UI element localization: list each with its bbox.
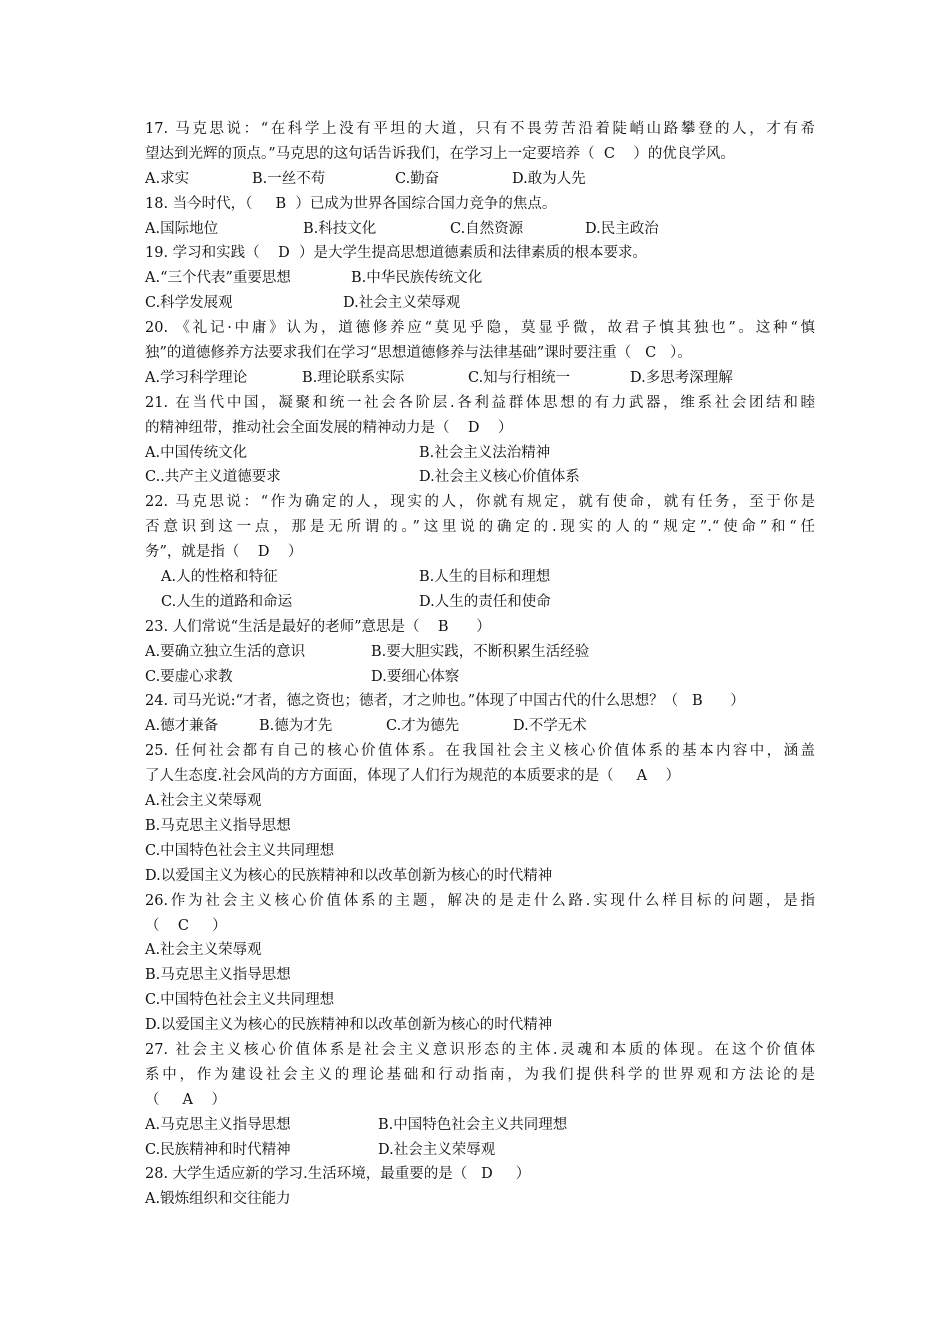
question-stem-line: 望达到光辉的顶点。”马克思的这句话告诉我们，在学习上一定要培养（ C ）的优良学风。 (145, 145, 735, 162)
option-a: A.国际地位 (145, 220, 219, 237)
option-d: D.要细心体察 (371, 668, 460, 685)
options-row (145, 465, 815, 490)
option-c: C.中国特色社会主义共同理想 (145, 842, 335, 859)
question-stem-line: 23. 人们常说“生活是最好的老师”意思是（ B ） (145, 618, 491, 635)
option-d: D.多思考深理解 (630, 369, 733, 386)
question-stem-line: 务”，就是指（ D ） (145, 544, 303, 561)
option-c: C.民族精神和时代精神 (145, 1141, 291, 1158)
options-row (145, 1113, 815, 1138)
question-17 (145, 117, 815, 192)
options-row (145, 366, 815, 391)
options-row (145, 167, 815, 192)
option-d: D.人生的责任和使命 (419, 593, 551, 610)
options-row (145, 1138, 815, 1163)
question-stem-line: 18. 当今时代，（ B ）已成为世界各国综合国力竞争的焦点。 (145, 195, 557, 212)
question-stem-line: 否意识到这一点，那是无所谓的。”这里说的确定的.现实的人的“规定”.“使命”和“任 (145, 519, 815, 536)
question-24 (145, 689, 815, 739)
question-stem-line: 26.作为社会主义核心价值体系的主题，解决的是走什么路.实现什么样目标的问题，是指 (145, 892, 815, 909)
option-c: C.科学发展观 (145, 295, 233, 312)
question-stem-line: 20. 《礼记·中庸》认为，道德修养应“莫见乎隐，莫显乎微，故君子慎其独也”。这种“慎 (145, 320, 815, 337)
option-a: A.求实 (145, 170, 190, 187)
question-stem-line: 28. 大学生适应新的学习.生活环境，最重要的是（ D ） (145, 1166, 531, 1183)
option-d: D.不学无术 (513, 718, 587, 735)
option-a: A.学习科学理论 (145, 369, 248, 386)
question-18 (145, 192, 815, 242)
option-c: C.要虚心求教 (145, 668, 233, 685)
option-c: C.人生的道路和命运 (161, 593, 293, 610)
option-b: B.中华民族传统文化 (351, 270, 483, 287)
question-25 (145, 739, 815, 888)
options-row (145, 266, 815, 291)
option-a: A.中国传统文化 (145, 444, 248, 461)
option-b: B.人生的目标和理想 (419, 569, 551, 586)
question-26 (145, 889, 815, 1038)
option-a: A.要确立独立生活的意识 (145, 643, 306, 660)
question-22 (145, 490, 815, 614)
option-b: B.科技文化 (303, 220, 377, 237)
option-c: C.才为德先 (386, 718, 460, 735)
option-b: B.社会主义法治精神 (419, 444, 551, 461)
option-c: C.勤奋 (395, 170, 440, 187)
question-19 (145, 241, 815, 316)
option-b: B.理论联系实际 (302, 369, 405, 386)
options-row (145, 217, 815, 242)
question-stem-line: 的精神纽带，推动社会全面发展的精神动力是（ D ） (145, 419, 513, 436)
question-stem-line: 27. 社会主义核心价值体系是社会主义意识形态的主体.灵魂和本质的体现。在这个价值体 (145, 1041, 815, 1058)
option-b: B.德为才先 (259, 718, 333, 735)
option-d: D.以爱国主义为核心的民族精神和以改革创新为核心的时代精神 (145, 1017, 553, 1034)
question-28 (145, 1162, 815, 1212)
option-b: B.马克思主义指导思想 (145, 817, 291, 834)
option-b: B.中国特色社会主义共同理想 (378, 1116, 568, 1133)
options-row (145, 441, 815, 466)
exam-page (145, 117, 815, 1212)
question-stem-line: 25. 任何社会都有自己的核心价值体系。在我国社会主义核心价值体系的基本内容中，涵盖 (145, 743, 815, 760)
question-23 (145, 615, 815, 690)
option-c: C.自然资源 (450, 220, 524, 237)
option-b: B.要大胆实践，不断积累生活经验 (371, 643, 590, 660)
option-a: A.“三个代表”重要思想 (145, 270, 291, 287)
question-stem-line: 22. 马克思说：“作为确定的人，现实的人，你就有规定，就有使命，就有任务，至于你是 (145, 494, 815, 511)
option-d: D.社会主义荣辱观 (378, 1141, 496, 1158)
question-20 (145, 316, 815, 391)
question-21 (145, 391, 815, 491)
options-row (145, 665, 815, 690)
options-row (145, 291, 815, 316)
option-d: D.社会主义荣辱观 (343, 295, 461, 312)
options-row (145, 640, 815, 665)
options-row (145, 565, 815, 590)
question-stem-line: （ C ） (145, 917, 227, 934)
options-row (145, 590, 815, 615)
option-d: D.社会主义核心价值体系 (419, 469, 580, 486)
option-c: C.知与行相统一 (468, 369, 571, 386)
option-a: A.社会主义荣辱观 (145, 793, 262, 810)
question-stem-line: 21. 在当代中国，凝聚和统一社会各阶层.各利益群体思想的有力武器，维系社会团结和睦 (145, 394, 815, 411)
question-stem-line: 系中，作为建设社会主义的理论基础和行动指南，为我们提供科学的世界观和方法论的是 (145, 1066, 815, 1083)
option-c: C.中国特色社会主义共同理想 (145, 992, 335, 1009)
question-stem-line: 19. 学习和实践（ D ）是大学生提高思想道德素质和法律素质的根本要求。 (145, 245, 647, 262)
option-d: D.以爱国主义为核心的民族精神和以改革创新为核心的时代精神 (145, 867, 553, 884)
option-d: D.民主政治 (585, 220, 659, 237)
question-stem-line: 了人生态度.社会风尚的方方面面，体现了人们行为规范的本质要求的是（ A ） (145, 768, 681, 785)
option-a: A.德才兼备 (145, 718, 219, 735)
option-a: A.人的性格和特征 (161, 569, 278, 586)
option-d: D.敢为人先 (512, 170, 586, 187)
options-row (145, 714, 815, 739)
question-stem-line: 17. 马克思说：“在科学上没有平坦的大道，只有不畏劳苦沿着陡峭山路攀登的人，才有希 (145, 121, 815, 137)
question-stem-line: 独”的道德修养方法要求我们在学习“思想道德修养与法律基础”课时要注重（ C ）。 (145, 345, 692, 362)
question-stem-line: （ A ） (145, 1091, 226, 1108)
option-c: C..共产主义道德要求 (145, 469, 281, 486)
option-a: A.锻炼组织和交往能力 (145, 1191, 291, 1208)
option-a: A.马克思主义指导思想 (145, 1116, 291, 1133)
question-stem-line: 24. 司马光说:“才者，德之资也；德者，才之帅也。”体现了中国古代的什么思想？（ B ） (145, 693, 745, 710)
option-b: B.一丝不苟 (252, 170, 326, 187)
option-a: A.社会主义荣辱观 (145, 942, 262, 959)
option-b: B.马克思主义指导思想 (145, 967, 291, 984)
question-27 (145, 1038, 815, 1162)
